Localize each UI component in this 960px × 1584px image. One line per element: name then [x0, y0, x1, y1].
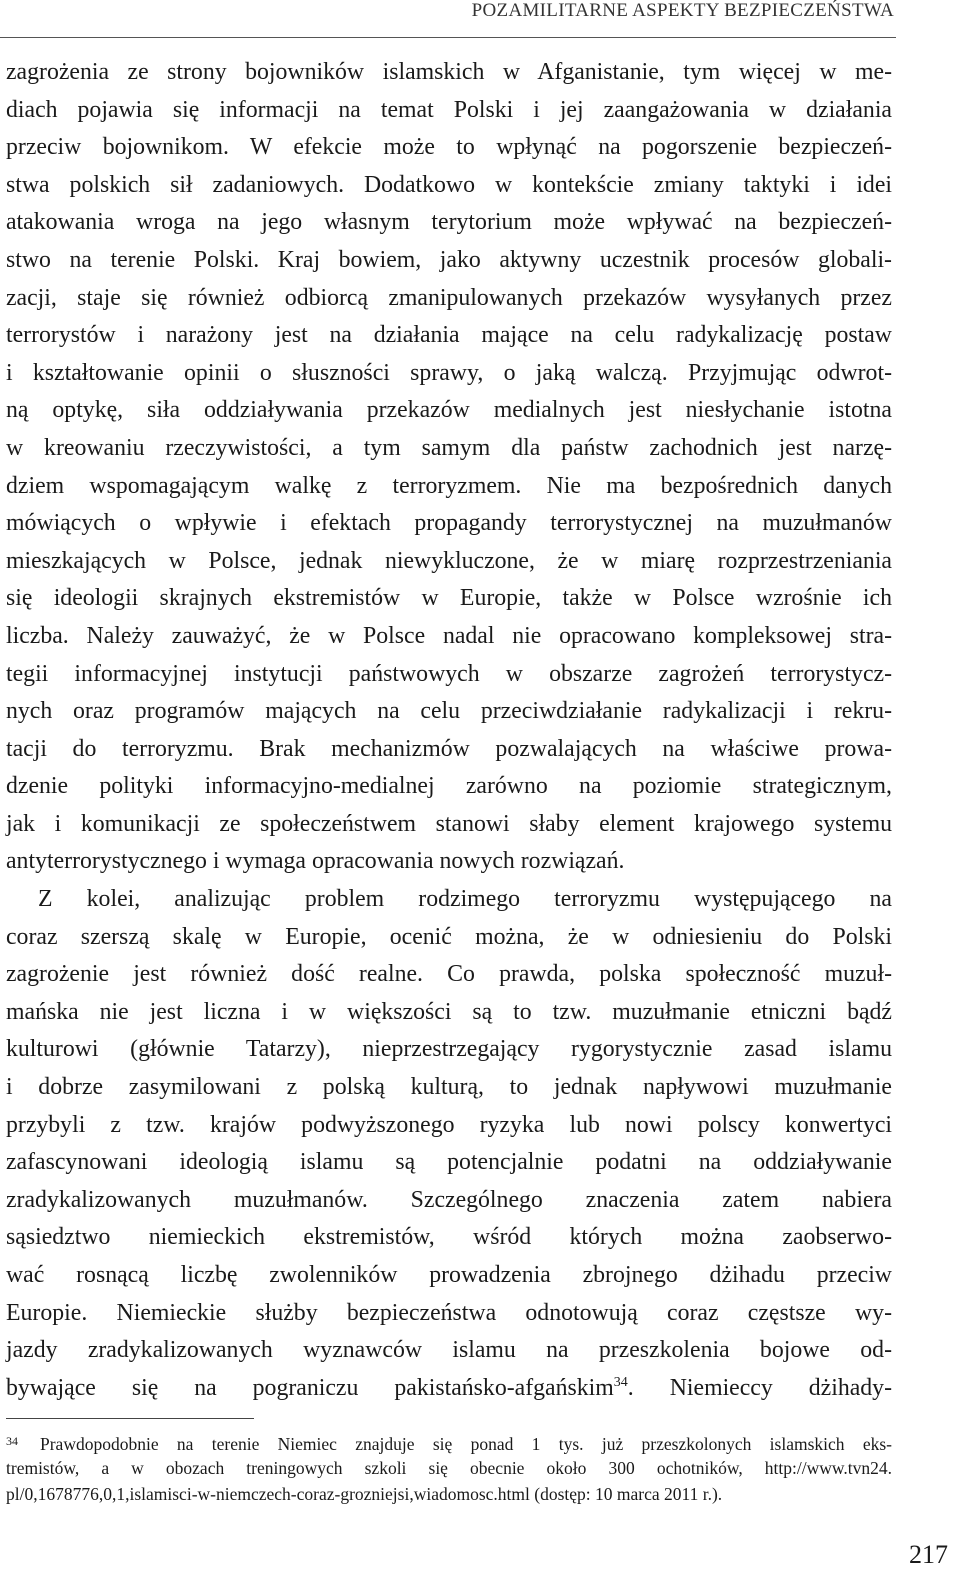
footnote-line — [6, 1428, 892, 1455]
header-rule — [0, 37, 896, 38]
footnote — [6, 1428, 892, 1508]
text-line: mańska nie jest liczna i w większości są to tzw. muzułmanie etniczni bądź — [6, 998, 892, 1025]
footnote-text: Prawdopodobnie na terenie Niemiec znajduje się ponad 1 tys. już przeszkolonych islamskich eks- — [40, 1434, 892, 1454]
text-line: terrorystów i narażony jest na działania mające na celu radykalizację postaw — [6, 322, 892, 349]
footnote-line: pl/0,1678776,0,1,islamisci-w-niemczech-coraz-grozniejsi,wiadomosc.html (dostęp: 10 marca 2011 r.). — [6, 1484, 723, 1504]
text-line: i dobrze zasymilowani z polską kulturą, to jednak napływowi muzułmanie — [6, 1074, 892, 1101]
text-line: tegii informacyjnej instytucji państwowych w obszarze zagrożeń terrorystycz- — [6, 660, 892, 687]
text-line: mówiących o wpływie i efektach propagandy terrorystycznej na muzułmanów — [6, 510, 892, 537]
text-line: zafascynowani ideologią islamu są potencjalnie podatni na oddziaływanie — [6, 1149, 892, 1176]
text-line: sąsiedztwo niemieckich ekstremistów, wśród których można zaobserwo- — [6, 1224, 892, 1251]
text-line: zagrożenia ze strony bojowników islamskich w Afganistanie, tym więcej w me- — [6, 59, 892, 85]
text-line: i kształtowanie opinii o słuszności sprawy, o jaką walczą. Przyjmując odwrot- — [6, 359, 892, 386]
text-line: kulturowi (głównie Tatarzy), nieprzestrzegający rygorystycznie zasad islamu — [6, 1036, 892, 1063]
text-line: dzenie polityki informacyjno-medialnej zarówno na poziomie strategicznym, — [6, 773, 892, 800]
text-line: zacji, staje się również odbiorcą zmanipulowanych przekazów wysyłanych przez — [6, 284, 892, 311]
text-line: stwo na terenie Polski. Kraj bowiem, jako aktywny uczestnik procesów globali- — [6, 246, 892, 273]
text-line: jazdy zradykalizowanych wyznawców islamu na przeszkolenia bojowe od- — [6, 1337, 892, 1364]
footnote-reference[interactable]: 34 — [613, 1374, 628, 1390]
text-line: przeciw bojownikom. W efekcie może to wpłynąć na pogorszenie bezpieczeń- — [6, 134, 892, 161]
text-line: coraz szerszą skalę w Europie, ocenić można, że w odniesieniu do Polski — [6, 923, 892, 950]
paragraph-start-line: Z kolei, analizując problem rodzimego terroryzmu występującego na — [38, 886, 892, 913]
text-line: Europie. Niemieckie służby bezpieczeństwa odnotowują coraz częstsze wy- — [6, 1299, 892, 1326]
footnote-number: 34 — [6, 1434, 18, 1448]
text-line: się ideologii skrajnych ekstremistów w Europie, także w Polsce wzrośnie ich — [6, 585, 892, 612]
footnote-line: tremistów, a w obozach treningowych szkoli się obecnie około 300 ochotników, http://www.tvn24. — [6, 1457, 892, 1478]
text-line: stwa polskich sił zadaniowych. Dodatkowo w kontekście zmiany taktyki i idei — [6, 171, 892, 198]
text-line: atakowania wroga na jego własnym terytorium może wpływać na bezpieczeń- — [6, 209, 892, 236]
text-line: tacji do terroryzmu. Brak mechanizmów pozwalających na właściwe prowa- — [6, 735, 892, 762]
text-line: liczba. Należy zauważyć, że w Polsce nadal nie opracowano kompleksowej stra- — [6, 622, 892, 649]
text-line: dziem wspomagającym walkę z terroryzmem. Nie ma bezpośrednich danych — [6, 472, 892, 499]
text-line: nych oraz programów mających na celu przeciwdziałanie radykalizacji i rekru- — [6, 698, 892, 725]
running-head: POZAMILITARNE ASPEKTY BEZPIECZEŃSTWA — [471, 0, 894, 21]
text-line-with-footnote-ref — [6, 1370, 892, 1408]
text-line: mieszkających w Polsce, jednak niewykluczone, że w miarę rozprzestrzeniania — [6, 547, 892, 574]
line-text-after-ref: . Niemieccy dżihady- — [627, 1374, 893, 1401]
text-line: jak i komunikacji ze społeczeństwem stanowi słaby element krajowego systemu — [6, 810, 892, 837]
text-line: wać rosnącą liczbę zwolenników prowadzenia zbrojnego dżihadu przeciw — [6, 1262, 892, 1288]
line-text-before-ref: bywające się na pograniczu pakistańsko-afgańskim — [6, 1374, 614, 1401]
footnote-rule — [6, 1418, 254, 1419]
text-line: przybyli z tzw. krajów podwyższonego ryzyka lub nowi polscy konwertyci — [6, 1111, 892, 1138]
page-number: 217 — [909, 1540, 948, 1569]
text-line: diach pojawia się informacji na temat Polski i jej zaangażowania w działania — [6, 96, 892, 123]
text-line: zagrożenie jest również dość realne. Co prawda, polska społeczność muzuł- — [6, 961, 892, 988]
text-line: zradykalizowanych muzułmanów. Szczególnego znaczenia zatem nabiera — [6, 1186, 892, 1213]
body-text — [6, 54, 892, 1407]
text-line: w kreowaniu rzeczywistości, a tym samym dla państw zachodnich jest narzę- — [6, 434, 892, 461]
text-line: ną optykę, siła oddziaływania przekazów medialnych jest niesłychanie istotna — [6, 397, 892, 424]
paragraph-end-line: antyterrorystycznego i wymaga opracowania nowych rozwiązań. — [6, 848, 625, 875]
